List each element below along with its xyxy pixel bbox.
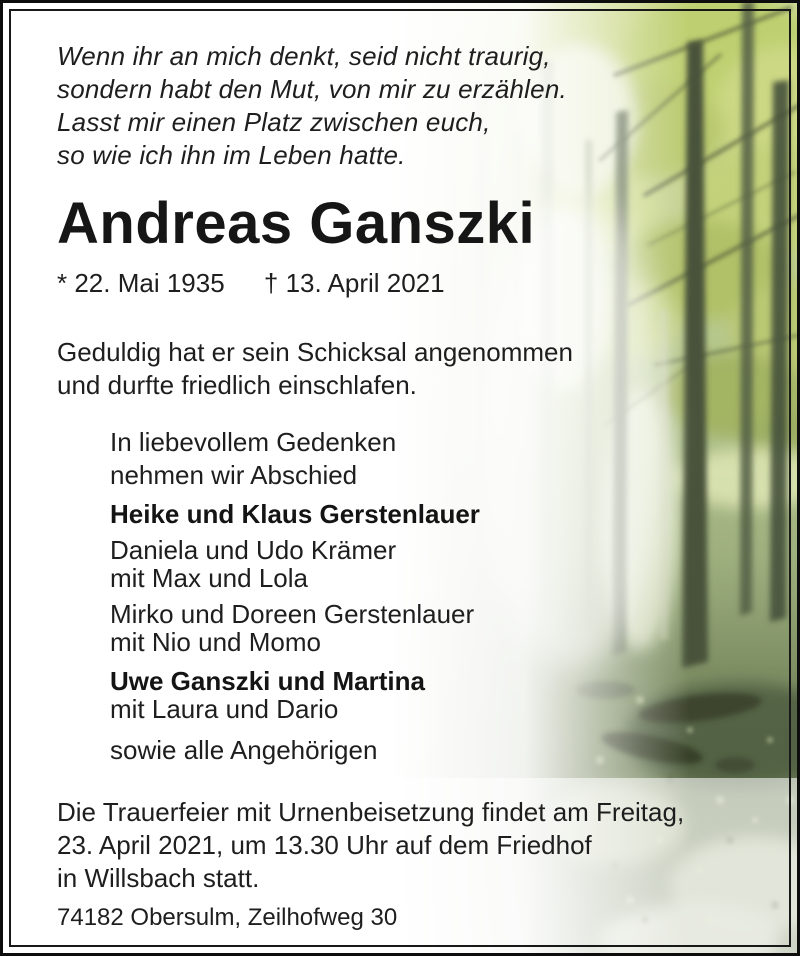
deceased-name: Andreas Ganszki [57,191,536,256]
quote-line: sondern habt den Mut, von mir zu erzählen. [57,74,567,104]
funeral-line: Die Trauerfeier mit Urnenbeisetzung findet am Freitag, [57,797,685,827]
notice-content [57,40,772,932]
mourner-entry [110,736,772,764]
mourner-entry [110,600,772,656]
condolence-text [57,336,772,402]
quote-line: Lasst mir einen Platz zwischen euch, [57,107,491,137]
intro-line: In liebevollem Gedenken [110,427,397,457]
address-line: 74182 Obersulm, Zeilhofweg 30 [57,904,398,931]
life-dates [57,268,772,298]
intro-line: nehmen wir Abschied [110,460,358,490]
mourner-entry [110,500,772,528]
mourner-names: sowie alle Angehörigen [110,735,378,765]
quote-line: so wie ich ihn im Leben hatte. [57,140,406,170]
mourner-children: mit Max und Lola [110,563,308,593]
mourner-children: mit Laura und Dario [110,694,339,724]
mourner-names: Daniela und Udo Krämer [110,535,397,565]
mourner-children: mit Nio und Momo [110,627,321,657]
quote-line: Wenn ihr an mich denkt, seid nicht traurig, [57,41,551,71]
mourner-entry [110,536,772,592]
mourner-names: Heike und Klaus Gerstenlauer [110,499,480,529]
death-date: † 13. April 2021 [263,268,445,298]
memorial-quote [57,40,772,172]
condolence-line: und durfte friedlich einschlafen. [57,370,417,400]
condolence-line: Geduldig hat er sein Schicksal angenommen [57,337,573,367]
mourners-list [110,500,772,764]
funeral-info [57,796,772,895]
birth-date: * 22. Mai 1935 [57,268,225,298]
farewell-intro [110,426,772,492]
funeral-line: in Willsbach statt. [57,863,260,893]
funeral-line: 23. April 2021, um 13.30 Uhr auf dem Friedhof [57,830,592,860]
mourner-entry [110,667,772,723]
mourner-names: Uwe Ganszki und Martina [110,666,425,696]
mourner-names: Mirko und Doreen Gerstenlauer [110,599,475,629]
